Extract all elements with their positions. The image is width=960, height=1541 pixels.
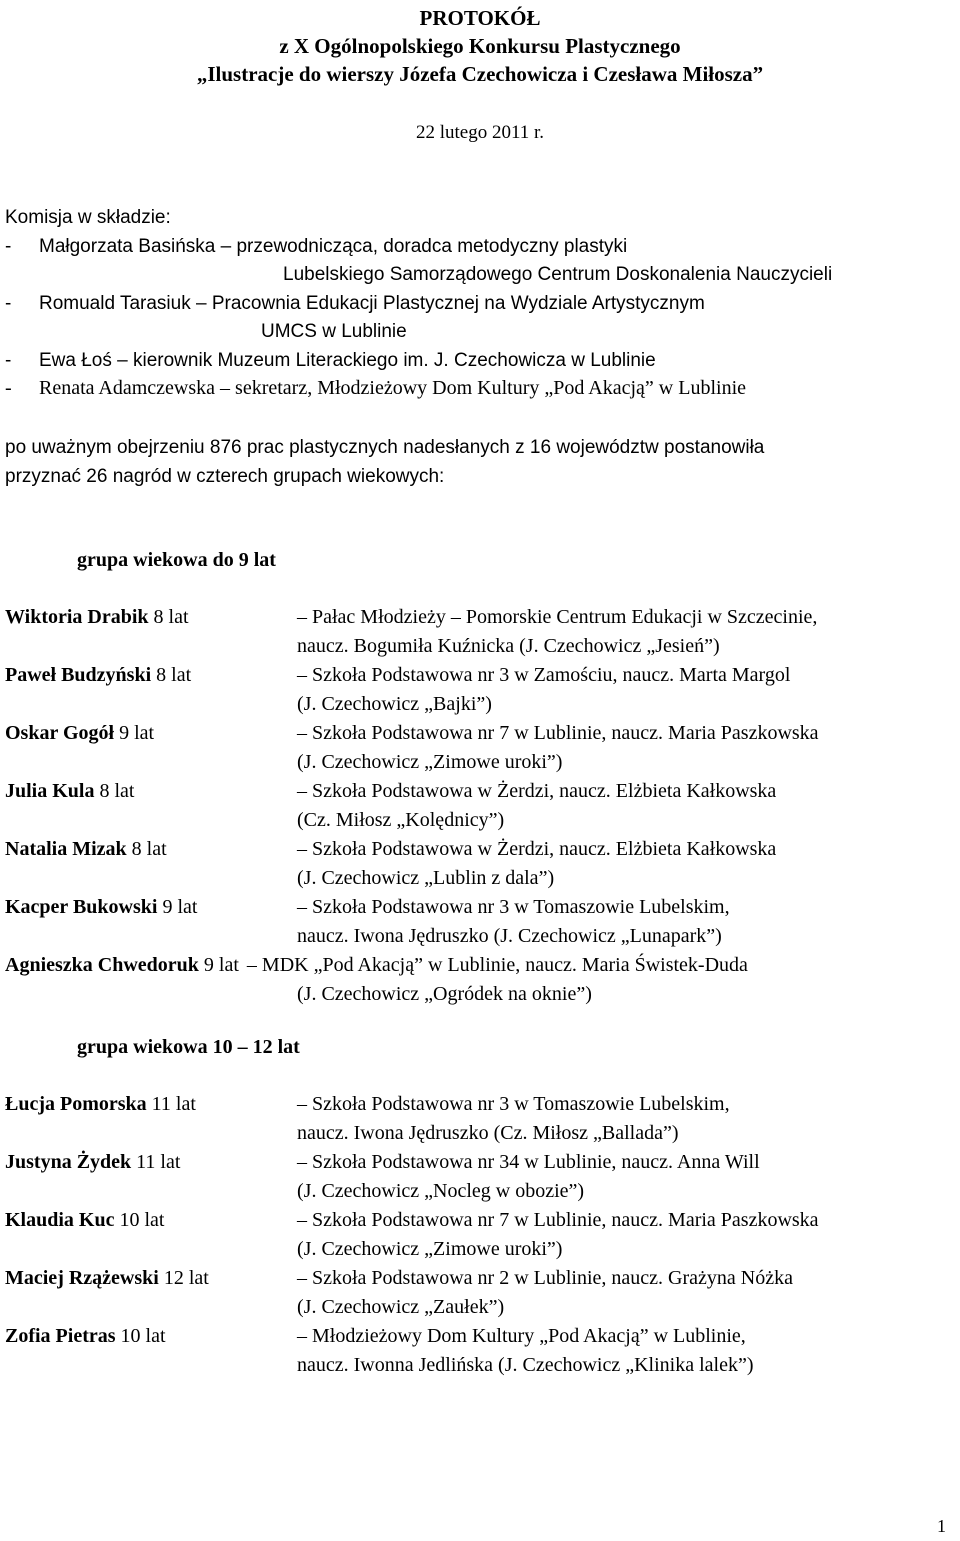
winner-row bbox=[5, 1090, 955, 1119]
winner-details: (Cz. Miłosz „Kolędnicy”) bbox=[297, 809, 505, 831]
winner-row bbox=[5, 777, 955, 806]
winner-details: (J. Czechowicz „Lublin z dala”) bbox=[297, 867, 555, 889]
winner-row bbox=[5, 1264, 955, 1293]
winner-name: Maciej Rzążewski bbox=[5, 1267, 159, 1289]
winner-name: Oskar Gogół bbox=[5, 722, 115, 744]
winner-row bbox=[5, 719, 955, 748]
winner-school: – Szkoła Podstawowa nr 7 w Lublinie, naucz. Maria Paszkowska bbox=[297, 722, 819, 744]
winner-row bbox=[5, 603, 955, 632]
winner-name: Justyna Żydek bbox=[5, 1151, 132, 1173]
winner-school: – Szkoła Podstawowa nr 3 w Tomaszowie Lubelskim, bbox=[297, 896, 730, 918]
winner-school: – Szkoła Podstawowa w Żerdzi, naucz. Elżbieta Kałkowska bbox=[297, 838, 777, 860]
winner-row bbox=[5, 1322, 955, 1351]
winner-details: (J. Czechowicz „Bajki”) bbox=[297, 693, 492, 715]
winner-school: – Szkoła Podstawowa w Żerdzi, naucz. Elżbieta Kałkowska bbox=[297, 780, 777, 802]
winner-age: 12 lat bbox=[163, 1267, 209, 1289]
committee-member bbox=[5, 374, 945, 403]
winner-details: (J. Czechowicz „Nocleg w obozie”) bbox=[297, 1180, 585, 1202]
winner-details: (J. Czechowicz „Zimowe uroki”) bbox=[297, 1238, 563, 1260]
winner-row bbox=[5, 1206, 955, 1235]
winner-row bbox=[5, 1148, 955, 1177]
decision-line: przyznać 26 nagród w czterech grupach wiekowych: bbox=[5, 466, 445, 487]
winner-school: – MDK „Pod Akacją” w Lublinie, naucz. Maria Świstek-Duda bbox=[246, 954, 748, 976]
winner-details: (J. Czechowicz „Zimowe uroki”) bbox=[297, 751, 563, 773]
document-date: 22 lutego 2011 r. bbox=[415, 122, 545, 143]
winner-name: Paweł Budzyński bbox=[5, 664, 152, 686]
winner-name: Zofia Pietras bbox=[5, 1325, 116, 1347]
page-number: 1 bbox=[937, 1516, 946, 1536]
winner-age: 11 lat bbox=[151, 1093, 196, 1115]
winner-row bbox=[5, 951, 955, 980]
winner-age: 9 lat bbox=[203, 954, 239, 976]
document-title: PROTOKÓŁ bbox=[419, 6, 541, 30]
committee-member bbox=[5, 289, 945, 318]
winner-details: naucz. Bogumiła Kuźnicka (J. Czechowicz „Jesień”) bbox=[297, 635, 720, 657]
winner-name: Natalia Mizak bbox=[5, 838, 127, 860]
winner-details: (J. Czechowicz „Zaułek”) bbox=[297, 1296, 505, 1318]
winner-age: 9 lat bbox=[162, 896, 198, 918]
document-header bbox=[0, 4, 960, 88]
member-dash: - bbox=[5, 292, 12, 314]
winner-age: 8 lat bbox=[99, 780, 135, 802]
member-text: Renata Adamczewska – sekretarz, Młodzieżowy Dom Kultury „Pod Akacją” w Lublinie bbox=[39, 377, 747, 399]
winner-school: – Szkoła Podstawowa nr 7 w Lublinie, naucz. Maria Paszkowska bbox=[297, 1209, 819, 1231]
document-subtitle: z X Ogólnopolskiego Konkursu Plastycznego bbox=[279, 34, 681, 58]
winner-row bbox=[5, 661, 955, 690]
winner-age: 8 lat bbox=[156, 664, 192, 686]
member-dash: - bbox=[5, 235, 12, 257]
winner-name: Kacper Bukowski bbox=[5, 896, 158, 918]
winner-school: – Szkoła Podstawowa nr 3 w Tomaszowie Lubelskim, bbox=[297, 1093, 730, 1115]
winner-school: – Szkoła Podstawowa nr 3 w Zamościu, naucz. Marta Margol bbox=[297, 664, 791, 686]
winner-name: Łucja Pomorska bbox=[5, 1093, 147, 1115]
winner-school: – Młodzieżowy Dom Kultury „Pod Akacją” w Lublinie, bbox=[297, 1325, 746, 1347]
winner-age: 10 lat bbox=[119, 1209, 165, 1231]
winners-list bbox=[5, 1090, 955, 1380]
committee-member bbox=[5, 232, 945, 261]
member-text: Romuald Tarasiuk – Pracownia Edukacji Plastycznej na Wydziale Artystycznym bbox=[39, 292, 705, 314]
age-group-title: grupa wiekowa do 9 lat bbox=[77, 549, 276, 571]
member-text: Małgorzata Basińska – przewodnicząca, doradca metodyczny plastyki bbox=[39, 235, 628, 257]
winner-school: – Szkoła Podstawowa nr 2 w Lublinie, naucz. Grażyna Nóżka bbox=[297, 1267, 793, 1289]
decision-paragraph bbox=[5, 433, 945, 491]
member-dash: - bbox=[5, 377, 12, 399]
winner-age: 11 lat bbox=[136, 1151, 181, 1173]
decision-line: po uważnym obejrzeniu 876 prac plastycznych nadesłanych z 16 województw postanowiła bbox=[5, 437, 765, 458]
winner-details: (J. Czechowicz „Ogródek na oknie”) bbox=[297, 983, 592, 1005]
winner-details: naucz. Iwona Jędruszko (Cz. Miłosz „Ballada”) bbox=[297, 1122, 679, 1144]
winner-school: – Pałac Młodzieży – Pomorskie Centrum Edukacji w Szczecinie, bbox=[297, 606, 818, 628]
winner-name: Agnieszka Chwedoruk bbox=[5, 954, 199, 976]
winner-details: naucz. Iwonna Jedlińska (J. Czechowicz „Klinika lalek”) bbox=[297, 1354, 754, 1376]
winner-school: – Szkoła Podstawowa nr 34 w Lublinie, naucz. Anna Will bbox=[297, 1151, 760, 1173]
winner-age: 8 lat bbox=[153, 606, 189, 628]
winners-list bbox=[5, 603, 955, 1009]
winner-age: 9 lat bbox=[119, 722, 155, 744]
age-group-title: grupa wiekowa 10 – 12 lat bbox=[77, 1036, 300, 1058]
winner-row bbox=[5, 893, 955, 922]
member-continuation: UMCS w Lublinie bbox=[261, 321, 407, 342]
committee-intro: Komisja w składzie: bbox=[5, 207, 171, 228]
winner-row bbox=[5, 835, 955, 864]
document-theme: „Ilustracje do wierszy Józefa Czechowicza i Czesława Miłosza” bbox=[196, 62, 764, 86]
winner-name: Klaudia Kuc bbox=[5, 1209, 115, 1231]
committee-member bbox=[5, 346, 945, 375]
winner-details: naucz. Iwona Jędruszko (J. Czechowicz „Lunapark”) bbox=[297, 925, 722, 947]
winner-age: 10 lat bbox=[120, 1325, 166, 1347]
winner-age: 8 lat bbox=[131, 838, 167, 860]
member-dash: - bbox=[5, 349, 12, 371]
winner-name: Wiktoria Drabik bbox=[5, 606, 149, 628]
member-text: Ewa Łoś – kierownik Muzeum Literackiego im. J. Czechowicza w Lublinie bbox=[39, 349, 656, 371]
winner-name: Julia Kula bbox=[5, 780, 95, 802]
member-continuation: Lubelskiego Samorządowego Centrum Doskonalenia Nauczycieli bbox=[283, 264, 833, 285]
committee-section bbox=[5, 203, 945, 403]
